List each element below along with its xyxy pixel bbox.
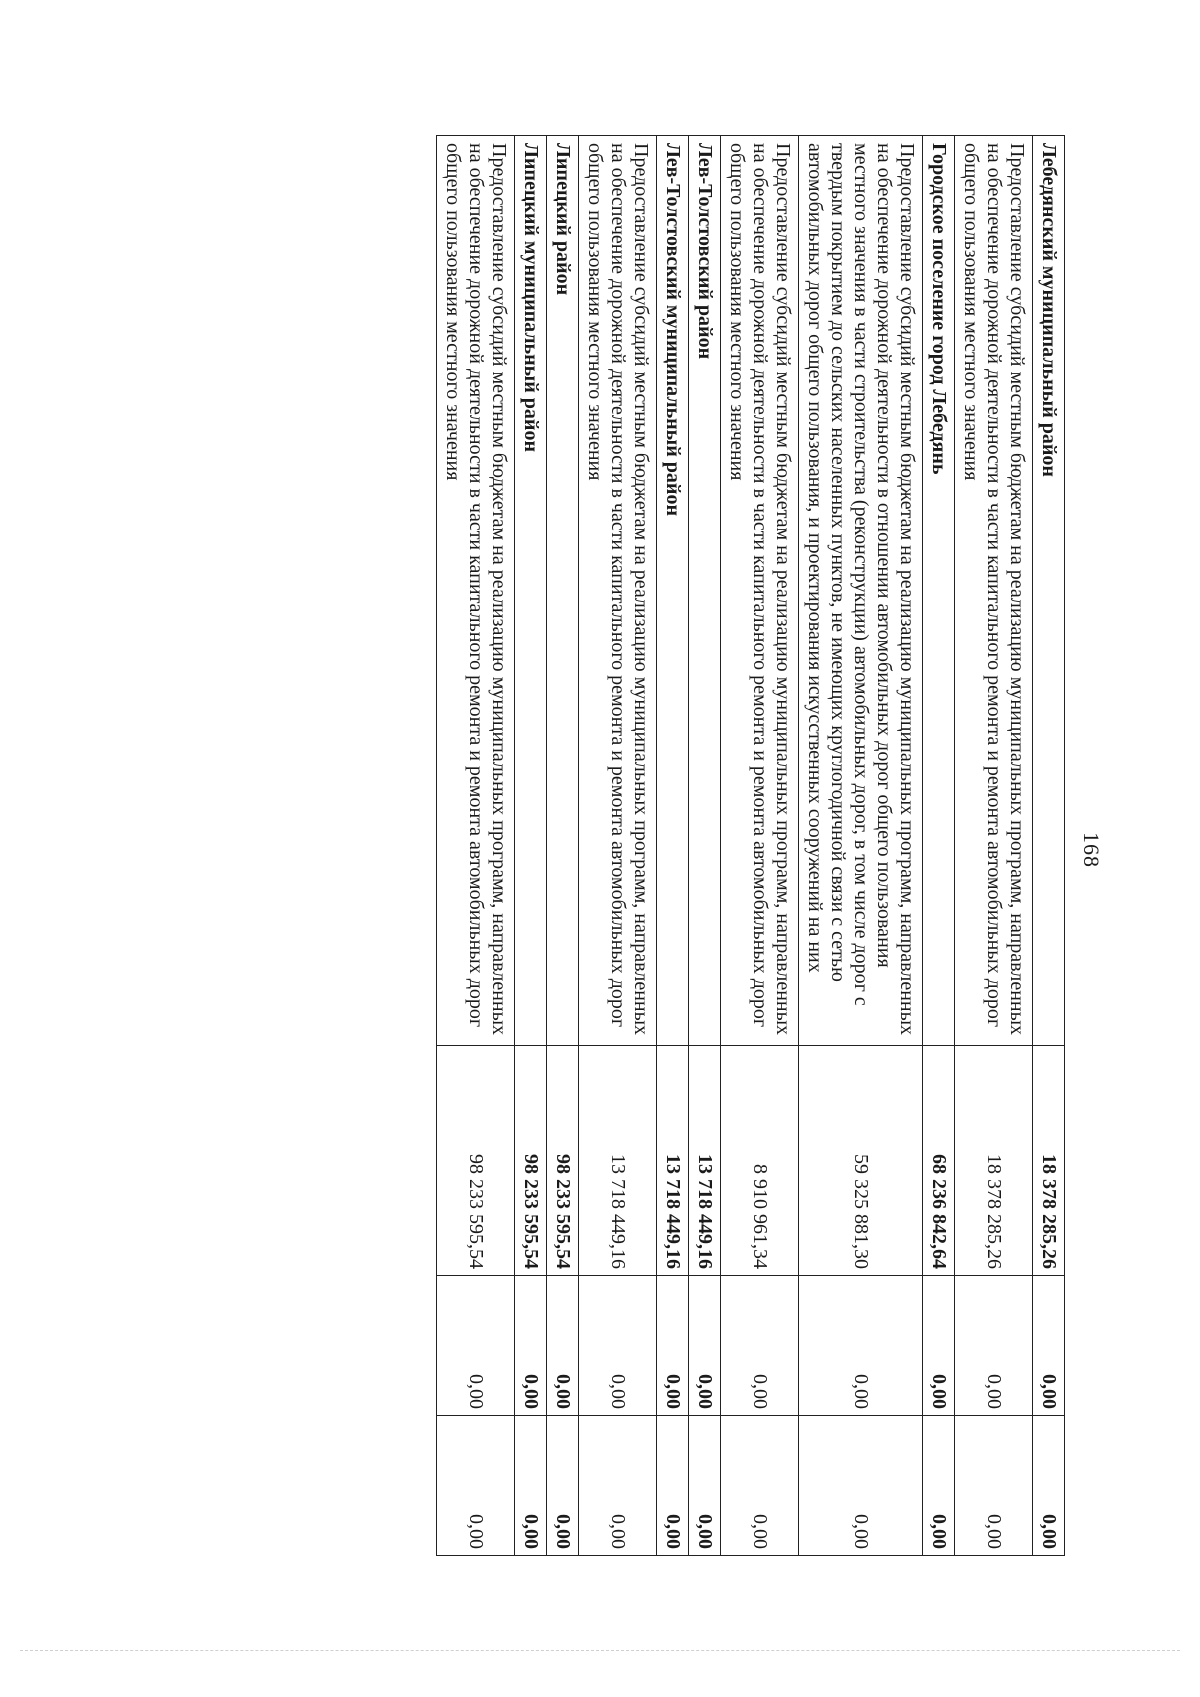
row-name: Лев-Толстовский муниципальный район — [657, 136, 689, 1046]
row-name: Предоставление субсидий местным бюджетам на реализацию муниципальных программ, направленных на обеспечение дорожной деятельности в отношении автомобильных дорог общего пользования местного значения в части строительства (реконструкции) автомобильных дорог, в том числе дорог с твердым покрытием до сельских населенных пунктов, не имеющих круглогодичной связи с сетью автомобильных дорог общего пользования, и проектирования искусственных сооружений на них — [799, 136, 923, 1046]
row-value-2: 0,00 — [799, 1276, 923, 1416]
scan-edge-marks — [20, 1650, 1180, 1655]
row-value-3: 0,00 — [799, 1416, 923, 1556]
table-row — [579, 136, 657, 1556]
table-row — [657, 136, 689, 1556]
table-row — [547, 136, 579, 1556]
row-name: Лев-Толстовский район — [689, 136, 721, 1046]
row-name: Лебедянский муниципальный район — [1033, 136, 1065, 1046]
row-value-1: 98 233 595,54 — [515, 1046, 547, 1276]
table-row — [1033, 136, 1065, 1556]
row-value-2: 0,00 — [721, 1276, 799, 1416]
budget-table — [436, 135, 1065, 1556]
page-number: 168 — [1079, 832, 1104, 868]
row-value-1: 18 378 285,26 — [955, 1046, 1033, 1276]
row-name: Липецкий район — [547, 136, 579, 1046]
row-value-3: 0,00 — [689, 1416, 721, 1556]
row-value-2: 0,00 — [955, 1276, 1033, 1416]
table-row — [437, 136, 515, 1556]
row-value-2: 0,00 — [923, 1276, 955, 1416]
row-value-2: 0,00 — [1033, 1276, 1065, 1416]
row-value-2: 0,00 — [437, 1276, 515, 1416]
row-value-2: 0,00 — [515, 1276, 547, 1416]
row-value-1: 98 233 595,54 — [547, 1046, 579, 1276]
row-value-2: 0,00 — [689, 1276, 721, 1416]
row-value-3: 0,00 — [1033, 1416, 1065, 1556]
row-value-1: 13 718 449,16 — [657, 1046, 689, 1276]
row-value-3: 0,00 — [657, 1416, 689, 1556]
row-value-3: 0,00 — [955, 1416, 1033, 1556]
row-value-3: 0,00 — [515, 1416, 547, 1556]
row-value-3: 0,00 — [923, 1416, 955, 1556]
table-row — [955, 136, 1033, 1556]
row-value-1: 13 718 449,16 — [579, 1046, 657, 1276]
row-name: Городское поселение город Лебедянь — [923, 136, 955, 1046]
row-name: Предоставление субсидий местным бюджетам на реализацию муниципальных программ, направленных на обеспечение дорожной деятельности в части капитального ремонта и ремонта автомобильных дорог общего пользования местного значения — [437, 136, 515, 1046]
row-name: Предоставление субсидий местным бюджетам на реализацию муниципальных программ, направленных на обеспечение дорожной деятельности в части капитального ремонта и ремонта автомобильных дорог общего пользования местного значения — [579, 136, 657, 1046]
row-value-2: 0,00 — [579, 1276, 657, 1416]
table-row — [721, 136, 799, 1556]
row-value-2: 0,00 — [657, 1276, 689, 1416]
table-row — [923, 136, 955, 1556]
table-row — [689, 136, 721, 1556]
row-value-3: 0,00 — [547, 1416, 579, 1556]
row-value-1: 68 236 842,64 — [923, 1046, 955, 1276]
budget-table-body — [437, 136, 1065, 1556]
row-value-1: 8 910 961,34 — [721, 1046, 799, 1276]
row-value-1: 13 718 449,16 — [689, 1046, 721, 1276]
row-name: Предоставление субсидий местным бюджетам на реализацию муниципальных программ, направленных на обеспечение дорожной деятельности в части капитального ремонта и ремонта автомобильных дорог общего пользования местного значения — [721, 136, 799, 1046]
row-value-1: 98 233 595,54 — [437, 1046, 515, 1276]
row-value-1: 18 378 285,26 — [1033, 1046, 1065, 1276]
table-row — [799, 136, 923, 1556]
row-value-2: 0,00 — [547, 1276, 579, 1416]
table-row — [515, 136, 547, 1556]
row-value-3: 0,00 — [721, 1416, 799, 1556]
row-value-3: 0,00 — [579, 1416, 657, 1556]
row-value-3: 0,00 — [437, 1416, 515, 1556]
row-name: Липецкий муниципальный район — [515, 136, 547, 1046]
row-name: Предоставление субсидий местным бюджетам на реализацию муниципальных программ, направленных на обеспечение дорожной деятельности в части капитального ремонта и ремонта автомобильных дорог общего пользования местного значения — [955, 136, 1033, 1046]
row-value-1: 59 325 881,30 — [799, 1046, 923, 1276]
